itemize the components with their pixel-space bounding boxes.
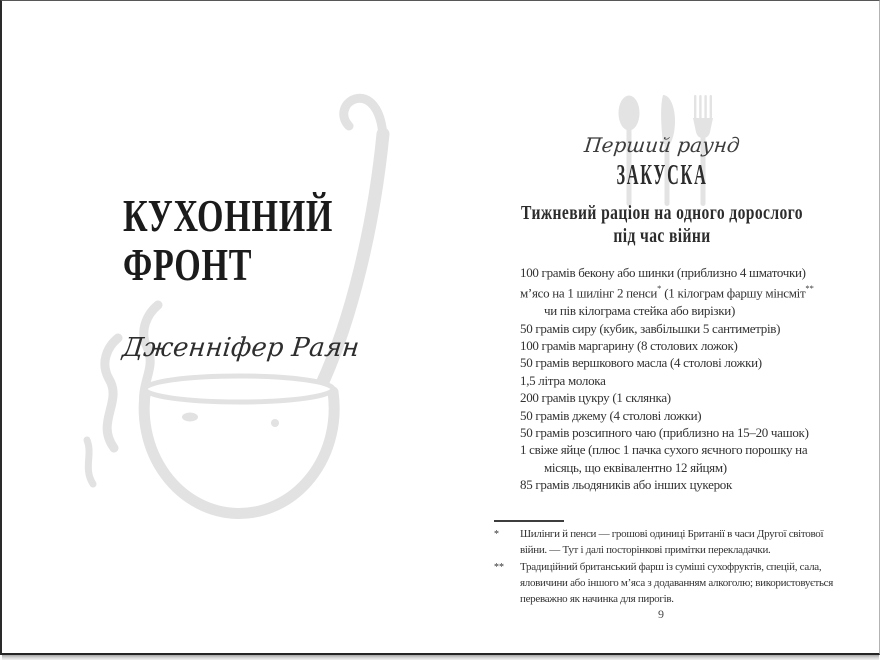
ration-line-text: м’ясо на 1 шилінг 2 пенси [520,285,658,301]
ration-line: 50 грамів вершкового масла (4 столові ложки) [520,355,762,371]
page-number: 9 [658,607,664,621]
footnote [494,527,824,559]
chapter-heading-line2: під час війни [613,225,711,247]
footnote-marker: * [494,529,499,540]
ration-list [520,264,814,494]
ration-line: місяць, що еквівалентно 12 яйцям) [544,459,727,475]
book-title-line1: КУХОННИЙ [123,190,334,241]
left-page [2,1,442,656]
footnote-line: переважно як начинка для пирогів. [520,592,674,605]
ration-line-text: (1 кілограм фаршу мінсміт [661,285,806,301]
footnote-line: яловичини або іншого м’яса з додаванням алкоголю; використовується [520,576,834,589]
ration-line: 85 грамів льодяників або інших цукерок [520,477,732,493]
ration-line: 50 грамів джему (4 столові ложки) [520,407,702,423]
ration-line: 50 грамів сиру (кубик, завбільшки 5 сантиметрів) [520,320,781,336]
section-title: ЗАКУСКА [616,160,708,191]
chapter-heading [490,202,833,248]
ladle-bubble [182,413,198,422]
ration-line: 50 грамів розсипного чаю (приблизно на 15–20 чашок) [520,424,809,440]
book-title-line2: ФРОНТ [123,239,253,290]
footnote-ref-asterisk: * [657,283,662,294]
ladle-rim [145,376,333,402]
footnote-marker: ** [494,562,504,573]
ladle-bowl [144,388,334,513]
steam-icon [105,338,118,448]
ration-line [520,281,814,302]
footnote-ref-asterisk: ** [805,283,814,294]
footnote-text [520,560,833,607]
footnote-text [520,527,823,559]
book-author: Дженніфер Раян [120,333,361,363]
footnote-divider [494,520,564,522]
footnote-line: війни. — Тут і далі посторінкові примітки перекладачки. [520,543,771,556]
footnote-line: Шилінги й пенси — грошові одиниці Британії в часи Другої світової [520,528,824,540]
page-bottom-shadow [2,655,879,660]
footnote-line: Традиційний британський фарш із суміші сухофруктів, спецій, сала, [520,561,822,573]
chapter-kicker: Перший раунд [583,133,741,157]
ladle-hook [344,98,383,136]
right-page [442,1,880,656]
ration-line: 100 грамів маргарину (8 столових ложок) [520,337,738,353]
ration-line: чи пів кілограма стейка або вирізки) [544,303,735,319]
footnote [494,560,834,607]
ladle-bubble [271,419,279,427]
steam-icon [87,440,93,484]
ration-line: 1 свіже яйце (плюс 1 пачка сухого яєчного порошку на [520,442,808,458]
book-title [123,191,333,289]
chapter-heading-line1: Тижневий раціон на одного дорослого [521,202,803,224]
ration-line: 100 грамів бекону або шинки (приблизно 4 шматочки) [520,265,806,280]
ration-line: 1,5 літра молока [520,372,606,388]
ration-line: 200 грамів цукру (1 склянка) [520,390,671,406]
